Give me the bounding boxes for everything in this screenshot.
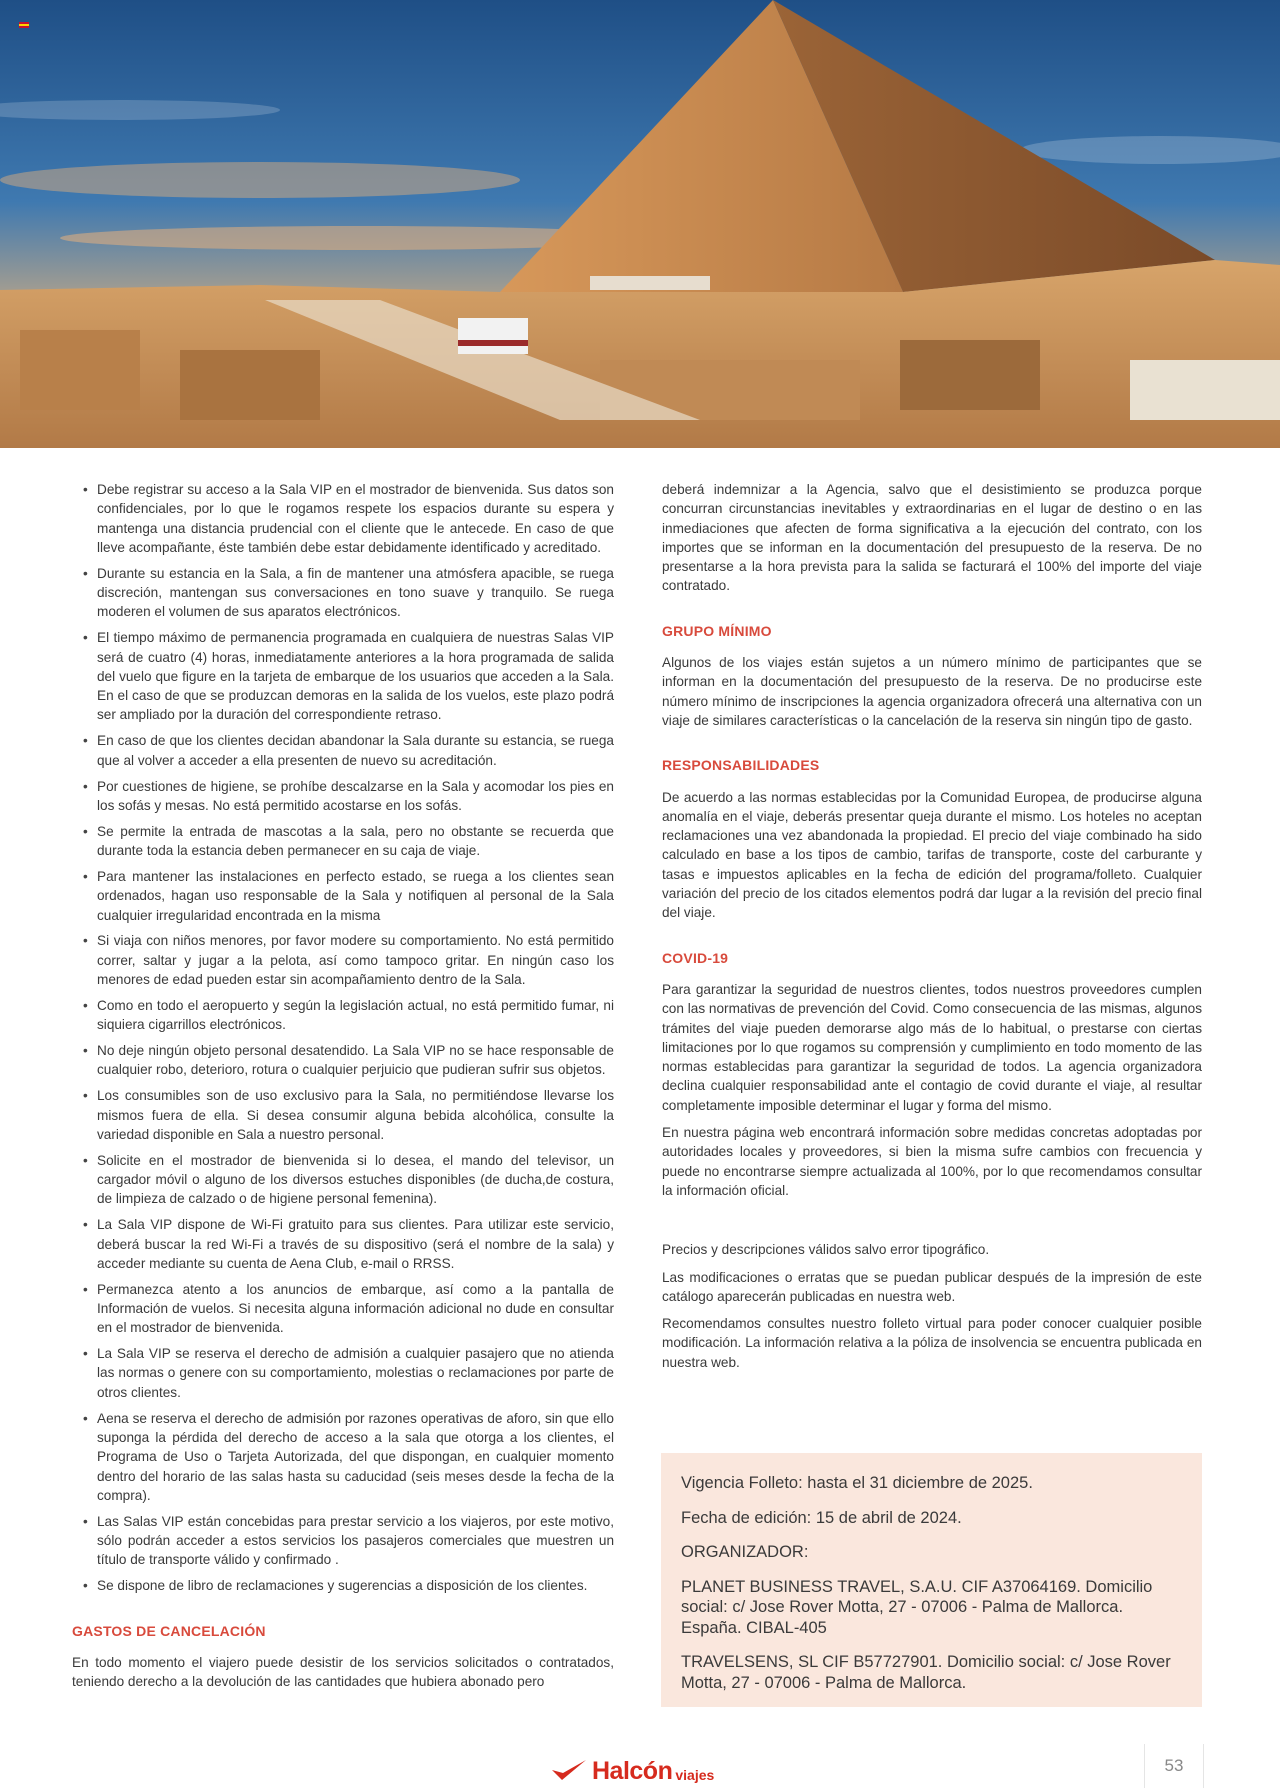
list-item: • En caso de que los clientes decidan abandonar la Sala durante su estancia, se ruega que al volver a acceder a ella presenten de nuevo su acreditación. xyxy=(72,731,614,770)
edition-date-text: Fecha de edición: 15 de abril de 2024. xyxy=(681,1508,962,1527)
cancellation-heading: GASTOS DE CANCELACIÓN xyxy=(72,1622,266,1639)
responsibilities-heading: RESPONSABILIDADES xyxy=(662,757,820,774)
price-note: Precios y descripciones válidos salvo error tipográfico. xyxy=(662,1242,990,1258)
cancellation-text-continued: deberá indemnizar a la Agencia, salvo que el desistimiento se produzca porque concurran circunstancias inevitables y extraordinarias en el lugar de destino o en las inmediaciones que afecten de forma significativa a la ejecución del contrato, con los importes que se informan en la documentación del presupuesto de la reserva. De no presentarse a la hora prevista para la salida se facturará el 100% del importe del viaje contratado. xyxy=(662,482,1202,594)
validity-text: Vigencia Folleto: hasta el 31 diciembre de 2025. xyxy=(681,1474,1033,1492)
logo-subtitle: viajes xyxy=(675,1767,715,1783)
list-item: • Para mantener las instalaciones en perfecto estado, se ruega a los clientes sean ordenados, hagan uso responsable de la Sala y notifiquen al personal de la Sala cualquier irregularidad encontrada en la misma xyxy=(72,867,614,925)
right-column xyxy=(662,480,1202,1380)
list-item: • La Sala VIP se reserva el derecho de admisión a cualquier pasajero que no atienda las normas o genere con su comportamiento, molestias o reclamaciones por parte de otros clientes. xyxy=(72,1344,614,1402)
organizer-label: ORGANIZADOR: xyxy=(681,1543,809,1561)
hero-image xyxy=(0,0,1280,448)
left-column xyxy=(72,480,614,1699)
list-item: • Aena se reserva el derecho de admisión por razones operativas de aforo, sin que ello suponga la pérdida del derecho de acceso a la sala que otorga a los clientes, el Programa de Uso o Tarjeta Autorizada, del que dispongan, en cualquier momento dentro del horario de las salas hasta su caducidad (seis meses desde la fecha de la compra). xyxy=(72,1409,614,1505)
logo-name: Halcón xyxy=(592,1756,673,1785)
notes xyxy=(662,1240,1202,1372)
list-item: • Permanezca atento a los anuncios de embarque, así como a la pantalla de Información de vuelos. Si necesita alguna información adicional no dude en consultar en el mostrador de bienvenida. xyxy=(72,1280,614,1338)
brochure-info-box xyxy=(661,1453,1202,1707)
list-item: • La Sala VIP dispone de Wi-Fi gratuito para sus clientes. Para utilizar este servicio, deberá buscar la red Wi-Fi a través de su dispositivo (será el nombre de la sala) y acceder mediante su cuenta de Aena Club, e-mail o RRSS. xyxy=(72,1215,614,1273)
list-item: • Las Salas VIP están concebidas para prestar servicio a los viajeros, por este motivo, sólo podrán acceder a estos servicios los pasajeros comerciales que muestren un título de transporte válido y confirmado . xyxy=(72,1512,614,1570)
halcon-wing-icon xyxy=(550,1758,588,1784)
list-item: • Si viaja con niños menores, por favor modere su comportamiento. No está permitido correr, saltar y jugar a la pelota, así como tampoco gritar. En ningún caso los menores de edad pueden estar sin acompañamiento dentro de la Sala. xyxy=(72,931,614,989)
list-item: • Como en todo el aeropuerto y según la legislación actual, no está permitido fumar, ni siquiera cigarrillos electrónicos. xyxy=(72,996,614,1035)
list-item: • Se dispone de libro de reclamaciones y sugerencias a disposición de los clientes. xyxy=(72,1576,614,1595)
list-item: • Los consumibles son de uso exclusivo para la Sala, no permitiéndose llevarse los mismos fuera de ella. Si desea consumir alguna bebida alcohólica, consulte la variedad disponible en Sala a nuestro personal. xyxy=(72,1086,614,1144)
minimum-group-heading: GRUPO MÍNIMO xyxy=(662,622,772,639)
list-item: • Debe registrar su acceso a la Sala VIP en el mostrador de bienvenida. Sus datos son confidenciales, por lo que le rogamos respete los espacios durante su espera y mantenga una distancia prudencial con el cliente que le antecede. En caso de que lleve acompañante, éste también debe estar debidamente identificado y acreditado. xyxy=(72,480,614,557)
halcon-logo[interactable] xyxy=(550,1755,714,1787)
covid-text: Para garantizar la seguridad de nuestros clientes, todos nuestros proveedores cumplen con las normativas de prevención del Covid. Como consecuencia de las mismas, algunos trámites del viaje pueden demorarse algo más de lo habitual, o prestarse con ciertas limitaciones por lo que rogamos su comprensión y cumplimiento en todo momento de las normas establecidas para garantizar la seguridad de todos. La agencia organizadora declina cualquier responsabilidad ante el contagio de covid durante el viaje, al resultar completamente imposible determinar el lugar y forma del mismo. xyxy=(662,981,1202,1113)
organizer-1-text: PLANET BUSINESS TRAVEL, S.A.U. CIF A37064169. Domicilio social: c/ Jose Rover Motta, 27 - 07006 - Palma de Mallorca. España. CIBAL-405 xyxy=(681,1577,1153,1637)
vip-rules-list xyxy=(72,480,614,1596)
list-item: • Durante su estancia en la Sala, a fin de mantener una atmósfera apacible, se ruega discreción, mantengan sus conversaciones en tono suave y tranquilo. Se ruega moderen el volumen de sus aparatos electrónicos. xyxy=(72,564,614,622)
errata-note: Las modificaciones o erratas que se puedan publicar después de la impresión de este catálogo aparecerán publicadas en nuestra web. xyxy=(662,1269,1202,1304)
organizer-2-text: TRAVELSENS, SL CIF B57727901. Domicilio social: c/ Jose Rover Motta, 27 - 07006 - Palma de Mallorca. xyxy=(681,1653,1171,1692)
list-item: • No deje ningún objeto personal desatendido. La Sala VIP no se hace responsable de cualquier robo, deterioro, rotura o cualquier perjuicio que pudieran sufrir sus objetos. xyxy=(72,1041,614,1080)
cancellation-text: En todo momento el viajero puede desistir de los servicios solicitados o contratados, teniendo derecho a la devolución de las cantidades que hubiera abonado pero xyxy=(72,1654,614,1690)
flag-icon xyxy=(19,22,29,28)
covid-info-text: En nuestra página web encontrará información sobre medidas concretas adoptadas por autoridades locales y proveedores, si bien la misma sufre cambios con frecuencia y puede no encontrarse siempre actualizada al 100%, por lo que recomendamos consultar la información oficial. xyxy=(662,1125,1202,1198)
list-item: • Por cuestiones de higiene, se prohíbe descalzarse en la Sala y acomodar los pies en los sofás y mesas. No está permitido acostarse en los sofás. xyxy=(72,777,614,816)
list-item: • Se permite la entrada de mascotas a la sala, pero no obstante se recuerda que durante toda la estancia deben permanecer en su caja de viaje. xyxy=(72,822,614,861)
page-number: 53 xyxy=(1144,1744,1204,1788)
virtual-brochure-note: Recomendamos consultes nuestro folleto virtual para poder conocer cualquier posible modificación. La información relativa a la póliza de insolvencia se encuentra publicada en nuestra web. xyxy=(662,1316,1202,1370)
covid-heading: COVID-19 xyxy=(662,949,729,966)
list-item: • El tiempo máximo de permanencia programada en cualquiera de nuestras Salas VIP será de cuatro (4) horas, inmediatamente anteriores a la hora programada de salida del vuelo que figure en la tarjeta de embarque de los usuarios que acceden a la Sala. En el caso de que se produzcan demoras en la salida de los vuelos, este plazo podrá ser ampliado por la duración del correspondiente retraso. xyxy=(72,628,614,724)
minimum-group-text: Algunos de los viajes están sujetos a un número mínimo de participantes que se informan en la documentación del presupuesto de la reserva. De no producirse este número mínimo de inscripciones la agencia organizadora ofrecerá una alternativa con un viaje de similares características o la cancelación de la reserva sin ningún tipo de gasto. xyxy=(662,655,1202,728)
list-item: • Solicite en el mostrador de bienvenida si lo desea, el mando del televisor, un cargador móvil o alguno de los diversos estuches disponibles (de ducha,de costura, de limpieza de calzado o de higiene personal femenina). xyxy=(72,1151,614,1209)
responsibilities-text: De acuerdo a las normas establecidas por la Comunidad Europea, de producirse alguna anomalía en el viaje, deberás presentar queja durante el mismo. Los hoteles no aceptan reclamaciones una vez abandonada la propiedad. El precio del viaje combinado ha sido calculado en base a los tipos de cambio, tarifas de transporte, coste del carburante y tasas e impuestos aplicables en la fecha de edición del programa/folleto. Cualquier variación del precio de los citados elementos podrá dar lugar a la revisión del precio final del viaje. xyxy=(662,789,1202,921)
